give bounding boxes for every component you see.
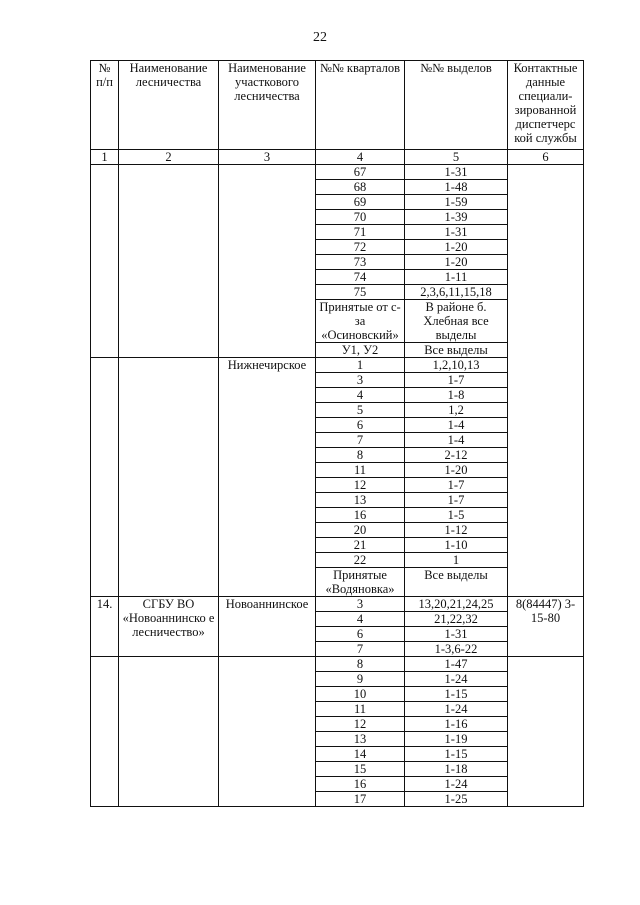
quarter-cell: У1, У2 — [316, 343, 405, 358]
header-number: № п/п — [91, 61, 119, 150]
section-cell: 1-20 — [405, 463, 508, 478]
section-cell: 2,3,6,11,15,18 — [405, 285, 508, 300]
quarter-cell: 11 — [316, 702, 405, 717]
quarter-cell: 6 — [316, 418, 405, 433]
empty-cell — [508, 165, 584, 597]
section-cell: 1-48 — [405, 180, 508, 195]
empty-cell — [91, 165, 119, 358]
quarter-cell: 67 — [316, 165, 405, 180]
header-quarters: №№ кварталов — [316, 61, 405, 150]
section-cell: 1-47 — [405, 657, 508, 672]
quarter-cell: 11 — [316, 463, 405, 478]
section-cell: 1-15 — [405, 747, 508, 762]
section-cell: 1-20 — [405, 255, 508, 270]
section-cell: 1-24 — [405, 672, 508, 687]
quarter-cell: 69 — [316, 195, 405, 210]
header-district: Наименование участкового лесничества — [219, 61, 316, 150]
row-number-cell: 14. — [91, 597, 119, 657]
quarter-cell: 12 — [316, 478, 405, 493]
section-cell: 1-7 — [405, 478, 508, 493]
quarter-cell: 4 — [316, 388, 405, 403]
quarter-cell: 8 — [316, 448, 405, 463]
quarter-cell: 14 — [316, 747, 405, 762]
section-cell: 13,20,21,24,25 — [405, 597, 508, 612]
quarter-cell: 7 — [316, 642, 405, 657]
quarter-cell: 5 — [316, 403, 405, 418]
forestry-cell: СГБУ ВО «Новоаннинско е лесничество» — [119, 597, 219, 657]
empty-cell — [91, 358, 119, 597]
quarter-cell: 74 — [316, 270, 405, 285]
empty-cell — [219, 657, 316, 807]
section-cell: 1-15 — [405, 687, 508, 702]
quarter-cell: Принятые от с-за «Осиновский» — [316, 300, 405, 343]
empty-cell — [119, 358, 219, 597]
section-cell: 1,2,10,13 — [405, 358, 508, 373]
quarter-cell: 75 — [316, 285, 405, 300]
quarter-cell: 71 — [316, 225, 405, 240]
section-cell: 1-8 — [405, 388, 508, 403]
empty-cell — [219, 165, 316, 358]
quarter-cell: 68 — [316, 180, 405, 195]
quarter-cell: 15 — [316, 762, 405, 777]
section-cell: 1 — [405, 553, 508, 568]
quarter-cell: Принятые «Водяновка» — [316, 568, 405, 597]
quarter-cell: 12 — [316, 717, 405, 732]
quarter-cell: 8 — [316, 657, 405, 672]
quarter-cell: 3 — [316, 597, 405, 612]
header-sections: №№ выделов — [405, 61, 508, 150]
empty-cell — [119, 657, 219, 807]
empty-cell — [508, 657, 584, 807]
quarter-cell: 72 — [316, 240, 405, 255]
section-cell: Все выделы — [405, 343, 508, 358]
section-cell: 1-4 — [405, 433, 508, 448]
header-row — [91, 61, 584, 150]
district-cell: Нижнечирское — [219, 358, 316, 597]
section-cell: 1-16 — [405, 717, 508, 732]
contact-cell: 8(84447) 3-15-80 — [508, 597, 584, 657]
quarter-cell: 73 — [316, 255, 405, 270]
section-cell: 1-31 — [405, 225, 508, 240]
section-cell: 1-7 — [405, 373, 508, 388]
section-cell: 1-24 — [405, 777, 508, 792]
quarter-cell: 1 — [316, 358, 405, 373]
column-number: 5 — [405, 150, 508, 165]
header-forestry: Наименование лесничества — [119, 61, 219, 150]
quarter-cell: 13 — [316, 732, 405, 747]
quarter-cell: 7 — [316, 433, 405, 448]
empty-cell — [91, 657, 119, 807]
page-number: 22 — [313, 30, 327, 45]
column-number: 3 — [219, 150, 316, 165]
quarter-cell: 9 — [316, 672, 405, 687]
header-contacts: Контактные данные специали-зированной диспетчерс кой службы — [508, 61, 584, 150]
section-cell: 21,22,32 — [405, 612, 508, 627]
quarter-cell: 3 — [316, 373, 405, 388]
quarter-cell: 17 — [316, 792, 405, 807]
quarter-cell: 13 — [316, 493, 405, 508]
forestry-table — [90, 60, 584, 807]
quarter-cell: 16 — [316, 777, 405, 792]
section-cell: 1-7 — [405, 493, 508, 508]
quarter-cell: 20 — [316, 523, 405, 538]
section-cell: 1-19 — [405, 732, 508, 747]
section-cell: 1-5 — [405, 508, 508, 523]
quarter-cell: 10 — [316, 687, 405, 702]
section-cell: 1-39 — [405, 210, 508, 225]
section-cell: 1-25 — [405, 792, 508, 807]
section-cell: 1,2 — [405, 403, 508, 418]
section-cell: 1-11 — [405, 270, 508, 285]
quarter-cell: 21 — [316, 538, 405, 553]
section-cell: 2-12 — [405, 448, 508, 463]
section-cell: 1-31 — [405, 627, 508, 642]
empty-cell — [119, 165, 219, 358]
quarter-cell: 16 — [316, 508, 405, 523]
quarter-cell: 4 — [316, 612, 405, 627]
section-cell: 1-59 — [405, 195, 508, 210]
quarter-cell: 6 — [316, 627, 405, 642]
column-number: 1 — [91, 150, 119, 165]
section-cell: В районе б. Хлебная все выделы — [405, 300, 508, 343]
column-number: 4 — [316, 150, 405, 165]
table-row — [91, 597, 584, 612]
section-cell: 1-20 — [405, 240, 508, 255]
section-cell: 1-12 — [405, 523, 508, 538]
section-cell: 1-10 — [405, 538, 508, 553]
section-cell: 1-3,6-22 — [405, 642, 508, 657]
column-number-row — [91, 150, 584, 165]
quarter-cell: 70 — [316, 210, 405, 225]
section-cell: Все выделы — [405, 568, 508, 597]
section-cell: 1-18 — [405, 762, 508, 777]
table-row — [91, 657, 584, 672]
column-number: 6 — [508, 150, 584, 165]
section-cell: 1-4 — [405, 418, 508, 433]
district-cell: Новоаннинское — [219, 597, 316, 657]
section-cell: 1-31 — [405, 165, 508, 180]
table-row — [91, 165, 584, 180]
section-cell: 1-24 — [405, 702, 508, 717]
quarter-cell: 22 — [316, 553, 405, 568]
column-number: 2 — [119, 150, 219, 165]
